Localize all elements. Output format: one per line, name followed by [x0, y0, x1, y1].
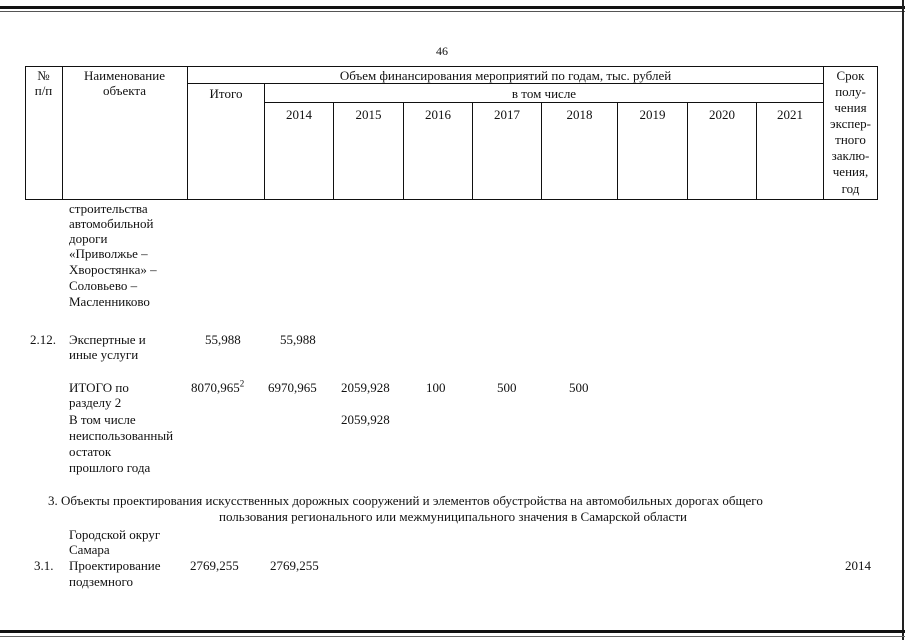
continuation-line-4: «Приволжье –: [69, 246, 148, 261]
header-term-6: заклю-: [831, 148, 870, 163]
district-line1: Городской округ: [69, 527, 161, 542]
continuation-line-5: Хворостянка» –: [69, 262, 157, 277]
subtotal-footnote-mark: 2: [239, 378, 245, 389]
row-3-1-term: 2014: [845, 558, 871, 573]
header-term-1: Срок: [836, 68, 865, 83]
subtotal-2015: 2059,928: [341, 380, 390, 395]
subtotal-name-line1: ИТОГО по: [69, 380, 129, 395]
header-year-2017: 2017: [494, 107, 520, 122]
row-2-12-number: 2.12.: [30, 332, 56, 347]
row-3-1-total: 2769,255: [190, 558, 239, 573]
row-3-1-name-line1: Проектирование: [69, 558, 161, 573]
row-3-1-number: 3.1.: [34, 558, 54, 573]
subtotal-total: 8070,965$^2$: [191, 378, 245, 395]
including-name-line4: прошлого года: [69, 460, 151, 475]
including-name-line3: остаток: [69, 444, 112, 459]
header-year-2019: 2019: [639, 107, 666, 122]
section-3-heading-line2: пользования регионального или межмуниципального значения в Самарской области: [219, 509, 687, 524]
header-name-line2: объекта: [102, 83, 147, 98]
row-2-12-name-line2: иные услуги: [69, 347, 139, 362]
header-year-2015: 2015: [355, 107, 382, 122]
header-term-5: тного: [835, 132, 866, 147]
subtotal-2014: 6970,965: [268, 380, 317, 395]
page-number: 46: [436, 44, 448, 58]
subtotal-2017: 500: [497, 380, 517, 395]
continuation-line-7: Масленниково: [69, 294, 150, 309]
including-name-line1: В том числе: [69, 412, 136, 427]
row-3-1-2014: 2769,255: [270, 558, 319, 573]
subtotal-2016: 100: [426, 380, 446, 395]
header-year-2021: 2021: [777, 107, 803, 122]
header-term-3: чения: [834, 100, 867, 115]
row-2-12-name-line1: Экспертные и: [69, 332, 146, 347]
header-no-line2: п/п: [34, 83, 53, 98]
district-line2: Самара: [69, 542, 110, 557]
header-funding: Объем финансирования мероприятий по годам, тыс. рублей: [339, 68, 672, 83]
row-2-12-total: 55,988: [205, 332, 241, 347]
including-2015: 2059,928: [341, 412, 390, 427]
section-3-heading-line1: 3. Объекты проектирования искусственных дорожных сооружений и элементов обустройства на автомобильных дорогах общего: [48, 493, 763, 508]
including-name-line2: неиспользованный: [69, 428, 174, 443]
header-term-2: полу-: [835, 84, 866, 99]
header-year-2014: 2014: [286, 107, 312, 122]
subtotal-2018: 500: [569, 380, 589, 395]
row-3-1-name-line2: подземного: [69, 574, 133, 589]
header-year-2016: 2016: [425, 107, 451, 122]
continuation-line-1: строительства: [69, 201, 148, 216]
header-year-2018: 2018: [566, 107, 593, 122]
header-term-4: экспер-: [830, 116, 871, 131]
row-2-12-2014: 55,988: [280, 332, 316, 347]
continuation-line-3: дороги: [69, 231, 108, 246]
header-including: в том числе: [511, 86, 577, 101]
subtotal-name-line2: разделу 2: [69, 395, 122, 410]
continuation-line-2: автомобильной: [69, 216, 154, 231]
header-total: Итого: [209, 86, 243, 101]
header-term-7: чения,: [832, 164, 869, 179]
header-no-line1: №: [37, 68, 50, 83]
header-term-8: год: [841, 181, 860, 196]
continuation-line-6: Соловьево –: [69, 278, 138, 293]
header-name-line1: Наименование: [84, 68, 165, 83]
header-year-2020: 2020: [709, 107, 735, 122]
